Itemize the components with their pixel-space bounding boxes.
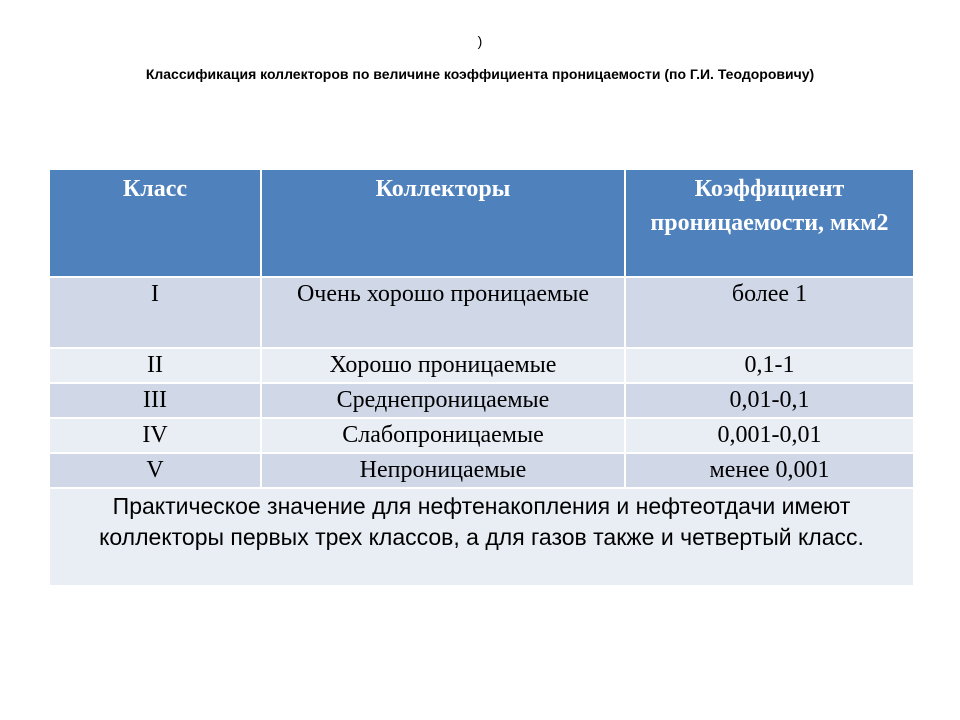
paren-mark: ) bbox=[477, 33, 483, 49]
slide-title: Классификация коллекторов по величине коэффициента проницаемости (по Г.И. Теодоровичу) bbox=[145, 66, 815, 82]
cell-class: IV bbox=[49, 418, 261, 453]
cell-collectors: Непроницаемые bbox=[261, 453, 625, 488]
table-row bbox=[49, 383, 914, 418]
table-row bbox=[49, 348, 914, 383]
cell-class: II bbox=[49, 348, 261, 383]
cell-coefficient: 0,1-1 bbox=[625, 348, 914, 383]
cell-coefficient: более 1 bbox=[625, 277, 914, 348]
cell-collectors: Слабопроницаемые bbox=[261, 418, 625, 453]
classification-table bbox=[48, 168, 915, 587]
column-header-coefficient: Коэффициент проницаемости, мкм2 bbox=[625, 169, 914, 277]
table-row bbox=[49, 277, 914, 348]
cell-coefficient: 0,01-0,1 bbox=[625, 383, 914, 418]
cell-collectors: Среднепроницаемые bbox=[261, 383, 625, 418]
cell-coefficient: 0,001-0,01 bbox=[625, 418, 914, 453]
table-note-row bbox=[49, 488, 914, 586]
table-row bbox=[49, 418, 914, 453]
table-header-row bbox=[49, 169, 914, 277]
cell-coefficient: менее 0,001 bbox=[625, 453, 914, 488]
cell-class: V bbox=[49, 453, 261, 488]
column-header-class: Класс bbox=[49, 169, 261, 277]
table-row bbox=[49, 453, 914, 488]
table-note: Практическое значение для нефтенакопления и нефтеотдачи имеют коллекторы первых трех классов, а для газов также и четвертый класс. bbox=[49, 488, 914, 586]
cell-collectors: Хорошо проницаемые bbox=[261, 348, 625, 383]
column-header-collectors: Коллекторы bbox=[261, 169, 625, 277]
cell-collectors: Очень хорошо проницаемые bbox=[261, 277, 625, 348]
cell-class: I bbox=[49, 277, 261, 348]
cell-class: III bbox=[49, 383, 261, 418]
